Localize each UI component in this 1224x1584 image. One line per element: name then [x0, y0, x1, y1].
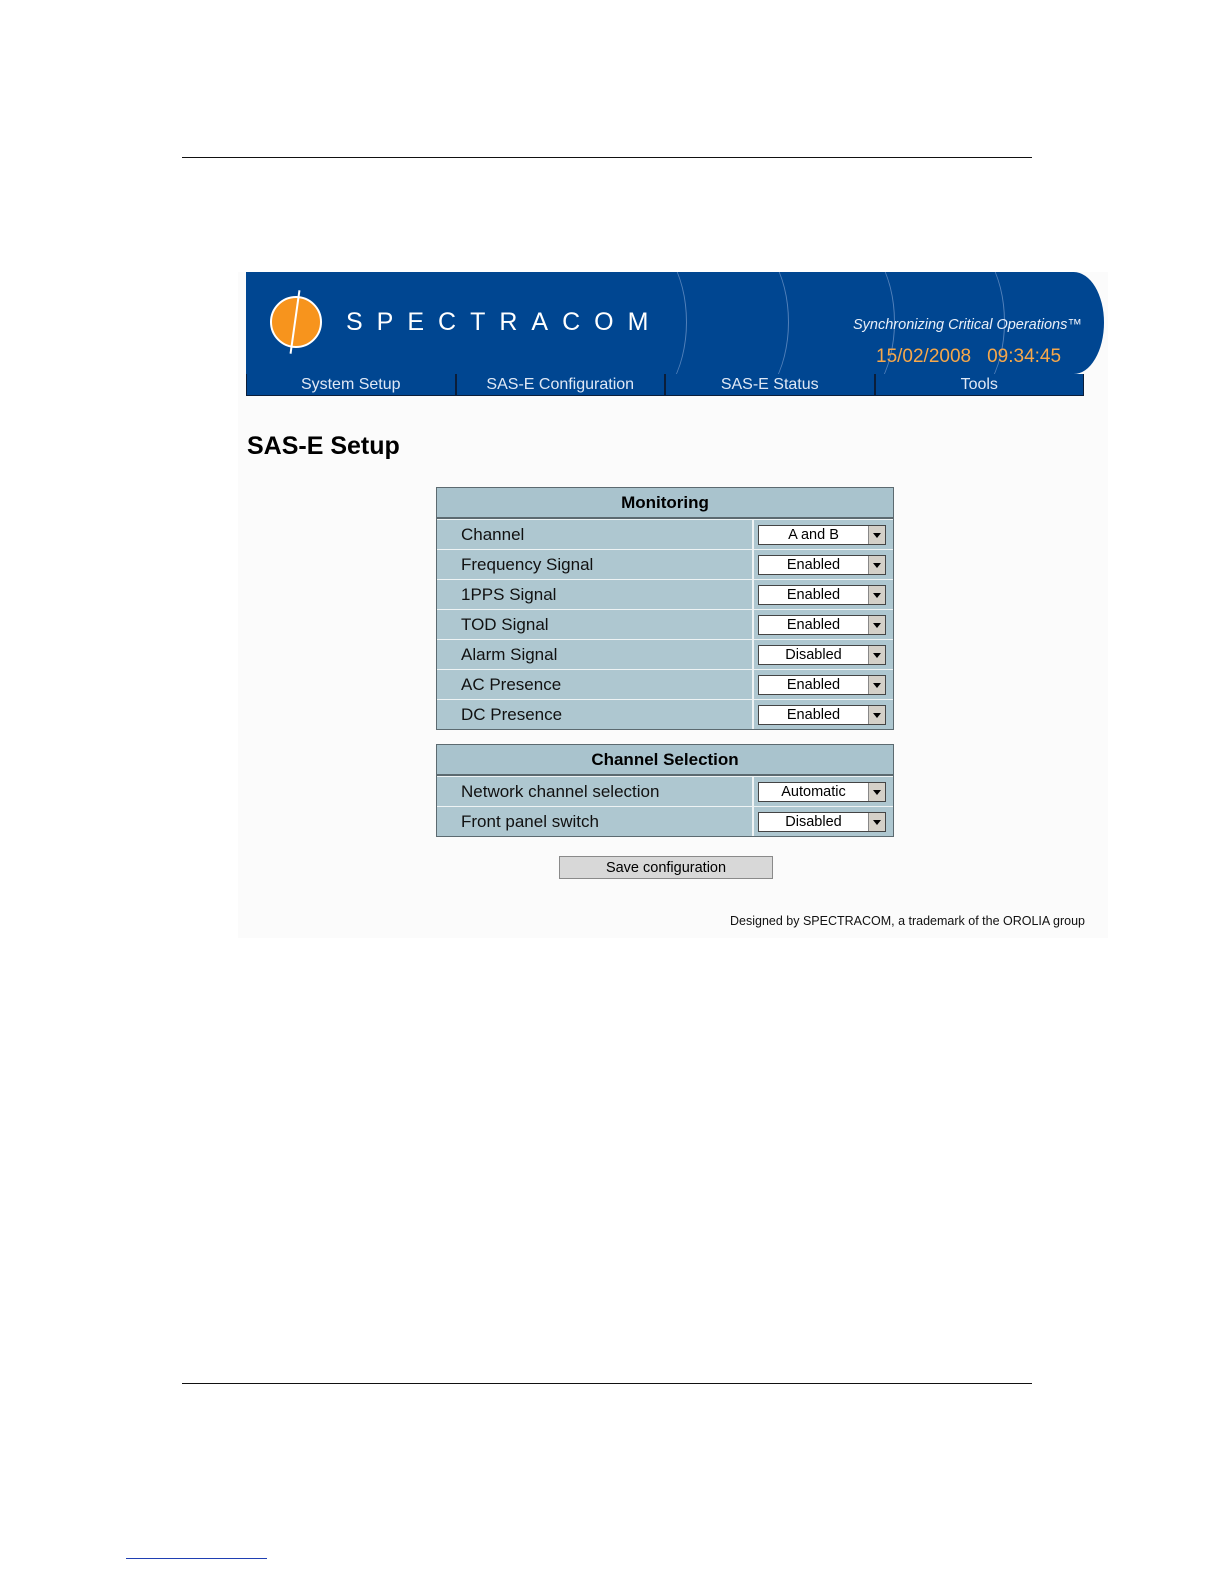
date: 15/02/2008 — [876, 346, 972, 367]
tagline: Synchronizing Critical Operations™ — [853, 317, 1082, 333]
table-row — [437, 579, 893, 609]
row-label: DC Presence — [437, 700, 754, 729]
row-label: Alarm Signal — [437, 640, 754, 669]
chevron-down-icon[interactable] — [868, 556, 885, 574]
table-row — [437, 806, 893, 836]
nav-system-setup[interactable]: System Setup — [246, 374, 456, 396]
table-row — [437, 669, 893, 699]
select-value: A and B — [788, 526, 839, 543]
chevron-down-icon[interactable] — [868, 813, 885, 831]
chevron-down-icon[interactable] — [868, 616, 885, 634]
datetime — [876, 346, 1077, 368]
select-value: Enabled — [786, 586, 841, 603]
row-label: AC Presence — [437, 670, 754, 699]
row-label: Channel — [437, 520, 754, 549]
chevron-down-icon[interactable] — [868, 586, 885, 604]
front-panel-switch-select[interactable] — [758, 812, 886, 832]
select-value: Enabled — [786, 556, 841, 573]
panel-title: Channel Selection — [437, 745, 893, 776]
top-rule — [182, 157, 1032, 158]
save-configuration-button[interactable]: Save configuration — [559, 856, 773, 879]
bottom-rule — [182, 1383, 1032, 1384]
frequency-signal-select[interactable] — [758, 555, 886, 575]
select-value: Enabled — [786, 676, 841, 693]
brand-name: SPECTRACOM — [346, 308, 663, 336]
table-row — [437, 609, 893, 639]
chevron-down-icon[interactable] — [868, 526, 885, 544]
nav-sas-e-configuration[interactable]: SAS-E Configuration — [456, 374, 666, 396]
table-row — [437, 699, 893, 729]
channel-select[interactable] — [758, 525, 886, 545]
select-value: Enabled — [786, 706, 841, 723]
chevron-down-icon[interactable] — [868, 706, 885, 724]
row-label: 1PPS Signal — [437, 580, 754, 609]
row-label: Network channel selection — [437, 777, 754, 806]
row-label: Frequency Signal — [437, 550, 754, 579]
table-row — [437, 549, 893, 579]
alarm-signal-select[interactable] — [758, 645, 886, 665]
page-title: SAS-E Setup — [247, 432, 400, 460]
footer-credit: Designed by SPECTRACOM, a trademark of the OROLIA group — [729, 914, 1085, 928]
tod-signal-select[interactable] — [758, 615, 886, 635]
banner-arc — [678, 272, 789, 374]
select-value: Disabled — [785, 646, 842, 663]
table-row — [437, 776, 893, 806]
chevron-down-icon[interactable] — [868, 783, 885, 801]
panel-title: Monitoring — [437, 488, 893, 519]
chevron-down-icon[interactable] — [868, 676, 885, 694]
time: 09:34:45 — [987, 346, 1062, 367]
ac-presence-select[interactable] — [758, 675, 886, 695]
footnote-link-line — [126, 1558, 267, 1559]
table-row — [437, 519, 893, 549]
select-value: Disabled — [785, 813, 842, 830]
channel-selection-panel — [436, 744, 894, 837]
monitoring-panel — [436, 487, 894, 730]
chevron-down-icon[interactable] — [868, 646, 885, 664]
nav-bar — [246, 374, 1084, 396]
nav-tools[interactable]: Tools — [875, 374, 1085, 396]
dc-presence-select[interactable] — [758, 705, 886, 725]
header-banner — [246, 272, 1104, 374]
screenshot — [238, 272, 1108, 938]
table-row — [437, 639, 893, 669]
select-value: Automatic — [781, 783, 846, 800]
select-value: Enabled — [786, 616, 841, 633]
row-label: TOD Signal — [437, 610, 754, 639]
network-channel-selection-select[interactable] — [758, 782, 886, 802]
nav-sas-e-status[interactable]: SAS-E Status — [665, 374, 875, 396]
1pps-signal-select[interactable] — [758, 585, 886, 605]
row-label: Front panel switch — [437, 807, 754, 836]
